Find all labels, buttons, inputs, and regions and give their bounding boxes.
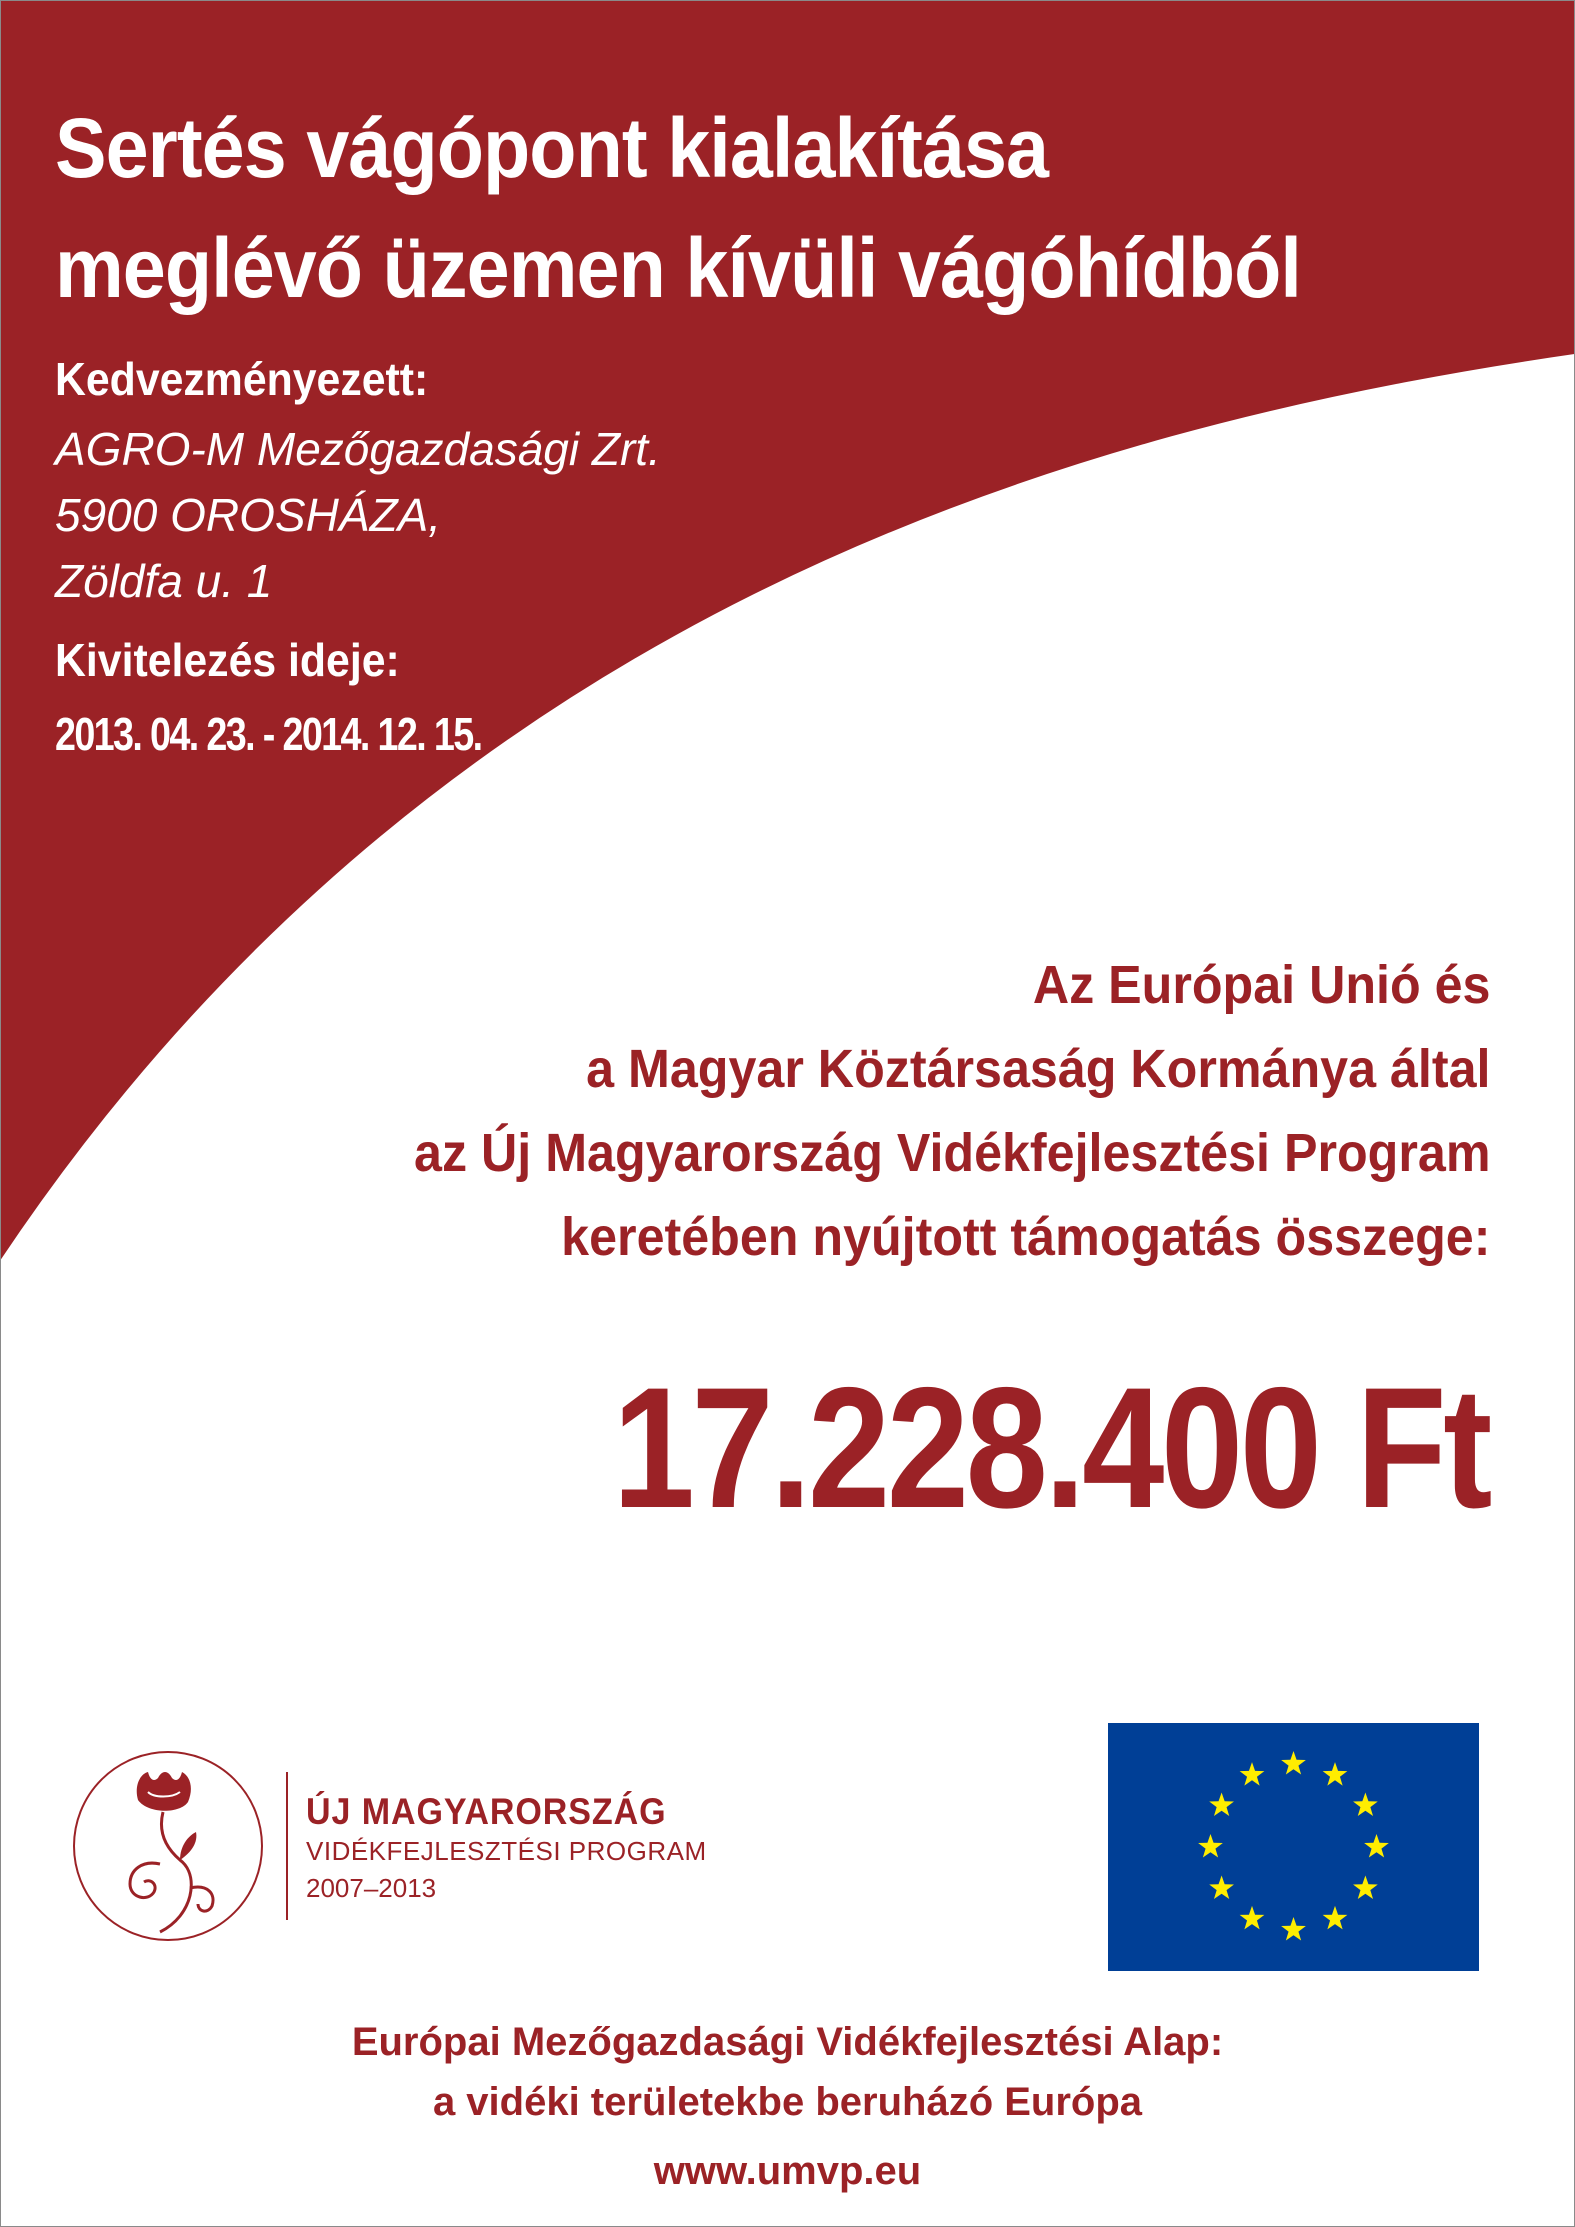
support-line-1: Az Európai Unió és xyxy=(1032,955,1490,1015)
website-link[interactable]: www.umvp.eu xyxy=(653,2149,922,2193)
fund-line-2: a vidéki területekbe beruházó Európa xyxy=(432,2080,1143,2124)
support-line-4: keretében nyújtott támogatás összege: xyxy=(560,1207,1490,1267)
implementation-label: Kivitelezés ideje: xyxy=(55,634,400,686)
logo-years: 2007–2013 xyxy=(306,1873,437,1903)
eu-flag-icon xyxy=(1108,1723,1479,1971)
fund-line-1: Európai Mezőgazdasági Vidékfejlesztési Alap: xyxy=(351,2020,1224,2064)
beneficiary-city: 5900 OROSHÁZA, xyxy=(55,489,442,541)
logo-divider xyxy=(286,1772,288,1920)
implementation-period: 2013. 04. 23. - 2014. 12. 15. xyxy=(55,708,482,760)
support-statement xyxy=(414,943,1490,1279)
logo-subtitle: VIDÉKFEJLESZTÉSI PROGRAM xyxy=(306,1836,707,1866)
tulip-icon xyxy=(68,1748,268,1944)
umvp-logo-text xyxy=(306,1790,707,1908)
support-amount: 17.228.400 Ft xyxy=(612,1352,1489,1544)
fund-statement xyxy=(0,2012,1575,2132)
logo-title: ÚJ MAGYARORSZÁG xyxy=(306,1791,667,1832)
title-line-1: Sertés vágópont kialakítása xyxy=(55,101,1049,195)
support-line-2: a Magyar Köztársaság Kormánya által xyxy=(585,1039,1490,1099)
page-title xyxy=(55,88,1417,328)
beneficiary-address xyxy=(55,416,661,614)
support-line-3: az Új Magyarország Vidékfejlesztési Program xyxy=(413,1123,1490,1183)
beneficiary-street: Zöldfa u. 1 xyxy=(55,555,273,607)
beneficiary-name: AGRO-M Mezőgazdasági Zrt. xyxy=(55,423,661,475)
title-line-2: meglévő üzemen kívüli vágóhídból xyxy=(55,221,1301,315)
beneficiary-label: Kedvezményezett: xyxy=(55,353,429,405)
